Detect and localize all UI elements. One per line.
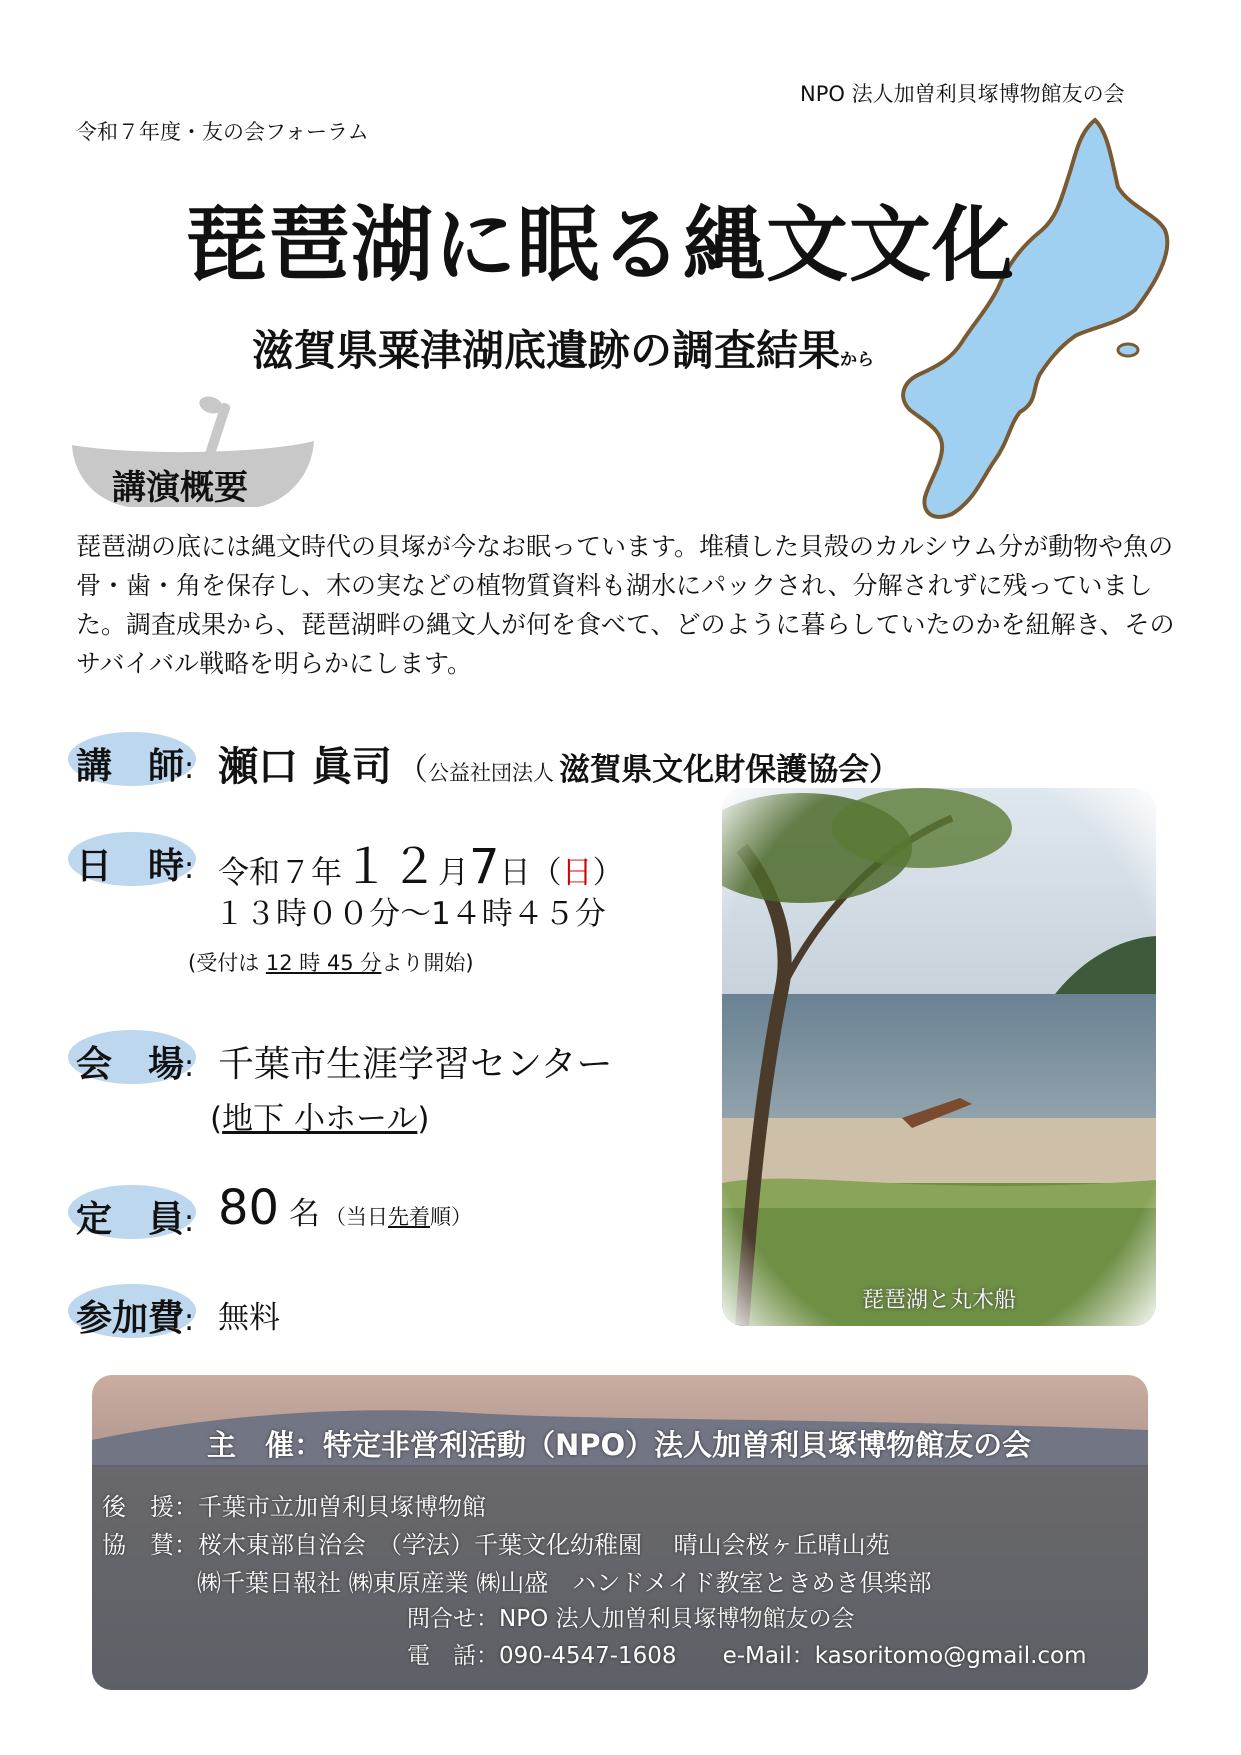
reception-time: 12 時 45 分: [265, 951, 382, 975]
lake-photo: [722, 788, 1156, 1326]
capacity-label-text: 定 員: [76, 1199, 185, 1240]
lecturer-label: [76, 738, 194, 789]
date-value: [218, 828, 624, 897]
footer-contact: 電 話：090-4547-1608 e-Mail：kasoritomo@gmail.com: [407, 1643, 1087, 1669]
venue-room-line: [210, 1093, 429, 1138]
date-day: 7: [469, 839, 500, 895]
lake-biwa-map-icon: [880, 112, 1180, 522]
time-range: １３時００分～1４時４５分: [214, 896, 606, 932]
lecturer-colon: :: [184, 751, 195, 786]
reception-close: より開始): [381, 951, 474, 975]
venue-room-close: ): [417, 1101, 430, 1137]
subtitle-text: 滋賀県粟津湖底遺跡の調査結果: [252, 326, 841, 375]
fee-label-text: 参加費: [76, 1298, 185, 1339]
forum-label: 令和７年度・友の会フォーラム: [76, 120, 369, 144]
venue-name: 千葉市生涯学習センター: [218, 1044, 613, 1085]
date-open: （: [530, 855, 562, 891]
lecturer-org-name: 滋賀県文化財保護協会）: [559, 752, 901, 788]
lecturer-value: [218, 735, 900, 792]
overview-text: 琵琶湖の底には縄文時代の貝塚が今なお眠っています。堆積した貝殻のカルシウム分が動物や魚の骨・歯・角を保存し、木の実などの植物質資料も湖水にパックされ、分解されずに残っていました。調査成果から、琵琶湖畔の縄文人が何を食べて、どのように暮らしていたのかを紐解き、そのサバイバル戦略を明らかにします。: [76, 532, 1175, 678]
capacity-label: [76, 1191, 194, 1242]
overview-heading: 講演概要: [112, 468, 248, 508]
subtitle: [252, 318, 874, 378]
capacity-value: [218, 1180, 472, 1236]
venue-room-open: (: [210, 1101, 223, 1137]
lake-photo-image: [722, 788, 1156, 1326]
lecturer-name: 瀬口 眞司: [218, 744, 392, 790]
capacity-note-close: 順）: [430, 1205, 473, 1229]
photo-caption: 琵琶湖と丸木船: [862, 1288, 1017, 1313]
date-label-text: 日 時: [76, 846, 185, 887]
footer-support: 後 援：千葉市立加曽利貝塚博物館: [102, 1493, 486, 1521]
capacity-number: 80: [218, 1180, 280, 1236]
footer-host: 主 催：特定非営利活動（NPO）法人加曽利貝塚博物館友の会: [207, 1428, 1032, 1462]
footer-sponsor-line1: 協 賛：桜木東部自治会 （学法）千葉文化幼稚園 晴山会桜ヶ丘晴山苑: [102, 1531, 890, 1559]
date-era: 令和７年: [218, 855, 342, 891]
fee-value: 無料: [218, 1300, 280, 1336]
date-label: [76, 838, 194, 889]
capacity-unit: 名: [279, 1196, 320, 1232]
lecturer-label-text: 講 師: [76, 746, 185, 787]
main-title: 琵琶湖に眠る縄文文化: [185, 198, 1016, 293]
date-month-unit: 月: [438, 855, 470, 891]
venue-label: [76, 1036, 194, 1087]
venue-label-text: 会 場: [76, 1044, 185, 1085]
footer-panel: [92, 1375, 1148, 1690]
venue-colon: :: [184, 1049, 195, 1084]
footer-inquiry: 問合せ：NPO 法人加曽利貝塚博物館友の会: [407, 1606, 855, 1632]
capacity-note-underlined: 先着: [388, 1205, 431, 1229]
reception-note: [188, 947, 474, 977]
footer-sponsor-line2: ㈱千葉日報社 ㈱東原産業 ㈱山盛 ハンドメイド教室ときめき倶楽部: [197, 1569, 932, 1597]
fee-label: [76, 1290, 194, 1341]
date-weekday: 日: [561, 855, 593, 891]
fee-colon: :: [184, 1303, 195, 1338]
lecturer-org-type: 公益社団法人: [428, 761, 555, 785]
capacity-colon: :: [184, 1204, 195, 1239]
reception-open: (受付は: [188, 951, 266, 975]
lecturer-org-open: （: [397, 752, 429, 788]
date-colon: :: [184, 851, 195, 886]
date-close: ）: [592, 855, 624, 891]
subtitle-suffix: から: [840, 350, 875, 370]
venue-room: 地下 小ホール: [222, 1101, 418, 1137]
capacity-note-open: （当日: [325, 1205, 389, 1229]
date-day-unit: 日: [499, 855, 531, 891]
organizer-name: NPO 法人加曽利貝塚博物館友の会: [800, 82, 1125, 106]
date-month: １２: [342, 839, 439, 895]
